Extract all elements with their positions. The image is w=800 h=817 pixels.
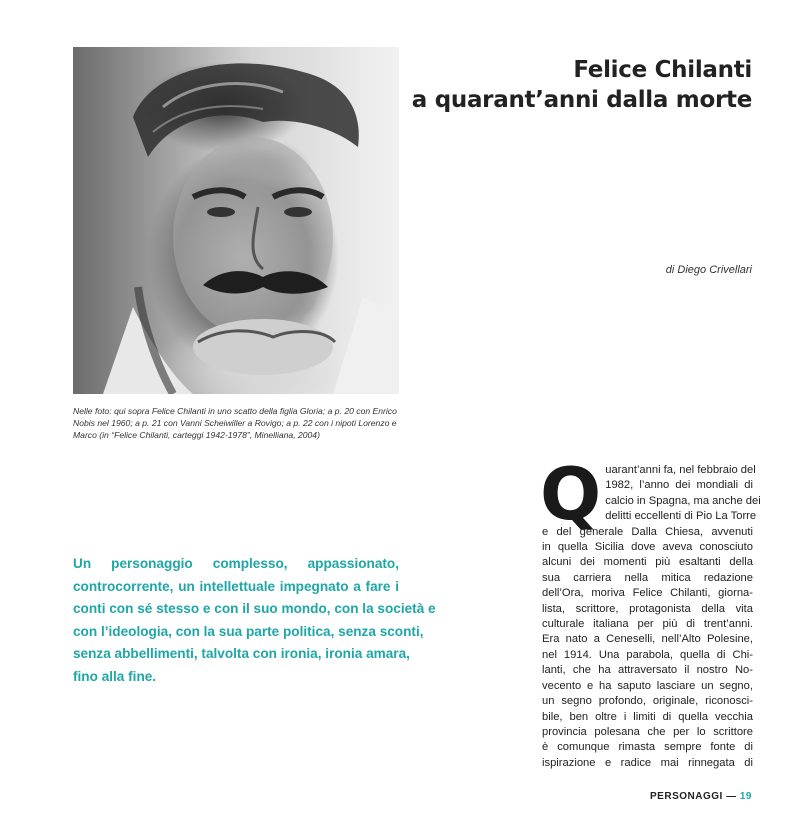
body-line: ispirazione e radice mai rinnegata di xyxy=(542,756,753,769)
pull-quote-line: Un personaggio complesso, appassionato, xyxy=(73,556,399,571)
body-line: culturale italiana per più di trent’anni. xyxy=(542,618,753,631)
body-line: bile, ben oltre i limiti di quella vecchia xyxy=(542,710,753,723)
section-label: PERSONAGGI — xyxy=(650,791,737,802)
portrait-photo xyxy=(73,47,399,394)
body-line: nel 1914. Una parabola, quella di Chi- xyxy=(542,648,753,661)
body-line: e del generale Dalla Chiesa, avvenuti xyxy=(542,525,753,538)
pull-quote-line: conti con sé stesso e con il suo mondo, con la società e xyxy=(73,601,436,616)
body-line: provincia polesana che per lo scrittore xyxy=(542,725,753,738)
pull-quote-line: con l’ideologia, con la sua parte politica, senza sconti, xyxy=(73,623,424,639)
drop-cap: Q xyxy=(540,452,602,536)
body-line: delitti eccellenti di Pio La Torre xyxy=(605,510,757,523)
body-line: alcuni dei momenti più esaltanti della xyxy=(542,556,753,569)
byline: di Diego Crivellari xyxy=(665,264,752,276)
page-number: 19 xyxy=(739,791,752,802)
body-line: vecento e ha saputo lasciare un segno, xyxy=(542,679,753,692)
pull-quote-line: fino alla fine. xyxy=(73,668,157,684)
article-body xyxy=(540,452,761,771)
page-footer xyxy=(650,791,752,802)
photo-caption: Nelle foto: qui sopra Felice Chilanti in uno scatto della figlia Gloria; a p. 20 con Enrico Nobis nel 1960; a p. 21 con Vanni Scheiwiller a Rovigo; a p. 22 con i nipoti Lorenzo e Marco (in “Felice Chilanti, carteggi 1942-1978”, Minelliana, 2004) xyxy=(73,406,397,440)
body-line: dell’Ora, moriva Felice Chilanti, giorna- xyxy=(542,587,753,600)
body-line: lanti, che ha attraversato il nostro No- xyxy=(542,664,753,677)
body-line: uarant’anni fa, nel febbraio del xyxy=(605,464,756,476)
title-line-2: a quarant’anni dalla morte xyxy=(411,87,752,113)
pull-quote-line: senza abbellimenti, talvolta con ironia, ironia amara, xyxy=(73,646,410,661)
portrait-illustration xyxy=(73,47,399,394)
body-line: 1982, l’anno dei mondiali di xyxy=(605,479,753,492)
body-line: un segno profondo, originale, riconosci- xyxy=(542,695,753,708)
body-line: è comunque rimasta sempre fonte di xyxy=(542,741,753,754)
body-line: lista, scrittore, protagonista della vita xyxy=(542,602,753,615)
title-line-1: Felice Chilanti xyxy=(573,57,752,83)
pull-quote xyxy=(73,553,436,688)
body-line: calcio in Spagna, ma anche dei xyxy=(605,494,761,507)
pull-quote-line: controcorrente, un intellettuale impegnato a fare i xyxy=(73,578,399,594)
body-line: in quella Sicilia dove aveva conosciuto xyxy=(542,541,753,554)
body-line: sua carriera nella mitica redazione xyxy=(542,571,753,584)
article-title xyxy=(412,55,752,115)
body-line: Era nato a Ceneselli, nell’Alto Polesine, xyxy=(542,633,753,646)
